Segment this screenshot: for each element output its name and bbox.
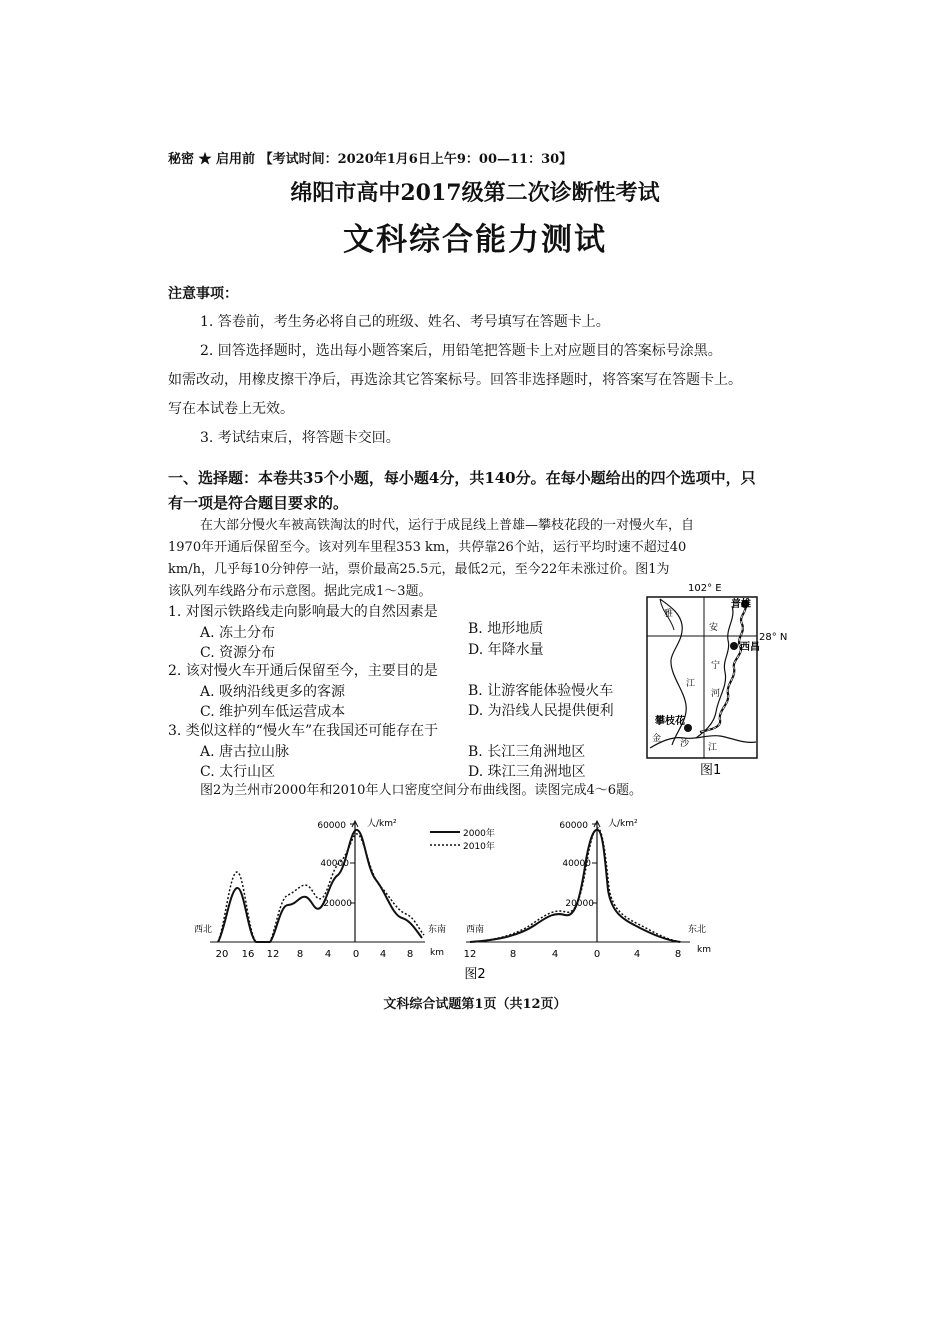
right-curve-2000 — [470, 830, 680, 942]
subject-title: 文科综合能力测试 — [343, 222, 607, 258]
figure-1-map — [630, 576, 790, 776]
right-ytick-label: 40000 — [562, 859, 591, 869]
q2-option-a: A. 吸纳沿线更多的客源 — [200, 684, 346, 700]
right-xtick: 4 — [633, 949, 641, 960]
q3-option-c: C. 太行山区 — [200, 764, 276, 780]
passage-line-4: 该队列车线路分布示意图。据此完成1～3题。 — [168, 584, 432, 599]
right-dir-left: 西南 — [466, 925, 485, 935]
question-1: 1. 对图示铁路线走向影响最大的自然因素是 — [168, 604, 438, 620]
q2-option-c: C. 维护列车低运营成本 — [200, 704, 346, 720]
left-km-label: km — [430, 948, 444, 958]
q3-option-b: B. 长江三角洲地区 — [468, 744, 586, 760]
legend-2010-label: 2010年 — [463, 842, 495, 852]
q1-option-a: A. 冻土分布 — [200, 625, 276, 641]
left-xtick: 4 — [379, 949, 387, 960]
section-heading: 一、选择题：本卷共35个小题，每小题4分，共140分。在每小题给出的四个选项中，只 — [168, 469, 756, 487]
notice-item-2-cont2: 写在本试卷上无效。 — [168, 401, 294, 417]
right-ytick-label: 20000 — [565, 899, 594, 909]
city-xichang: 西昌 — [740, 642, 760, 653]
river-label-jiang2: 江 — [708, 743, 718, 753]
page-footer: 文科综合试题第1页（共12页） — [383, 997, 567, 1012]
q2-option-d: D. 为沿线人民提供便利 — [468, 703, 614, 719]
right-y-unit: 人/km² — [608, 819, 638, 829]
notice-item-2-cont: 如需改动，用橡皮擦干净后，再选涂其它答案标号。回答非选择题时，将答案写在答题卡上。 — [168, 372, 742, 388]
exam-title: 绵阳市高中2017级第二次诊断性考试 — [290, 180, 660, 206]
railway-line-dash — [700, 604, 746, 732]
left-xtick: 8 — [296, 949, 304, 960]
left-ytick-label: 20000 — [323, 899, 352, 909]
q1-option-c: C. 资源分布 — [200, 645, 276, 661]
right-km-label: km — [697, 945, 711, 955]
right-xtick: 4 — [551, 949, 559, 960]
confidential-line: 秘密 ★ 启用前 【考试时间：2020年1月6日上午9：00—11：30】 — [168, 152, 573, 167]
q3-option-a: A. 唐古拉山脉 — [200, 744, 290, 760]
legend-2000-label: 2000年 — [463, 829, 495, 839]
left-y-unit: 人/km² — [367, 819, 397, 829]
river-label-an: 安 — [709, 623, 719, 633]
question-2: 2. 该对慢火车开通后保留至今，主要目的是 — [168, 663, 438, 679]
left-xtick: 4 — [324, 949, 332, 960]
right-xtick: 8 — [509, 949, 517, 960]
question-3: 3. 类似这样的“慢火车”在我国还可能存在于 — [168, 723, 439, 739]
passage-line-3: km/h，几乎每10分钟停一站，票价最高25.5元，最低2元，至今22年未涨过价。图1为 — [168, 562, 670, 577]
right-xtick: 8 — [674, 949, 682, 960]
left-ytick-label: 40000 — [320, 859, 349, 869]
passage-line-1: 在大部分慢火车被高铁淘汰的时代，运行于成昆线上普雄—攀枝花段的一对慢火车，自 — [200, 518, 695, 533]
notice-item-2: 2. 回答选择题时，选出每小题答案后，用铅笔把答题卡上对应题目的答案标号涂黑。 — [200, 343, 722, 359]
notice-heading: 注意事项： — [168, 286, 238, 302]
figure-1-caption: 图1 — [700, 763, 722, 776]
q1-option-d: D. 年降水量 — [468, 642, 544, 658]
longitude-label: 102° E — [688, 583, 722, 594]
right-xtick: 12 — [463, 949, 477, 960]
figure-2-caption: 图2 — [464, 967, 486, 982]
notice-item-3: 3. 考试结束后，将答题卡交回。 — [200, 430, 400, 446]
left-xtick: 12 — [266, 949, 280, 960]
latitude-label: 28° N — [759, 632, 788, 643]
left-xtick: 8 — [406, 949, 414, 960]
panzhihua-station-icon — [684, 724, 692, 732]
river-label-jin: 金 — [652, 734, 662, 744]
river-label-he: 河 — [711, 689, 721, 699]
q3-option-d: D. 珠江三角洲地区 — [468, 764, 586, 780]
q1-option-b: B. 地形地质 — [468, 621, 544, 637]
figure-2-chart — [180, 805, 740, 985]
q2-option-b: B. 让游客能体验慢火车 — [468, 683, 614, 699]
river-label-ya: 雅 — [664, 609, 674, 619]
left-dir-left: 西北 — [194, 925, 213, 935]
left-dir-right: 东南 — [428, 925, 447, 935]
railway-line — [700, 604, 746, 732]
notice-item-1: 1. 答卷前，考生务必将自己的班级、姓名、考号填写在答题卡上。 — [200, 314, 610, 330]
left-xtick: 0 — [352, 949, 360, 960]
city-panzhihua: 攀枝花 — [655, 716, 685, 727]
right-dir-right: 东北 — [688, 925, 707, 935]
right-ytick-label: 60000 — [559, 821, 588, 831]
left-xtick: 20 — [215, 949, 229, 960]
river-label-ning: 宁 — [711, 661, 721, 671]
left-xtick: 16 — [241, 949, 255, 960]
left-curve-2000 — [218, 830, 422, 942]
right-curve-2010 — [470, 828, 682, 942]
figure-2-intro: 图2为兰州市2000年和2010年人口密度空间分布曲线图。读图完成4～6题。 — [200, 783, 642, 798]
river-label-sha: 沙 — [680, 739, 690, 749]
section-heading-cont: 有一项是符合题目要求的。 — [168, 494, 349, 512]
left-ytick-label: 60000 — [317, 821, 346, 831]
xichang-station-icon — [730, 642, 738, 650]
river-label-jiang: 江 — [686, 679, 696, 689]
jinsha-river — [650, 736, 756, 748]
right-xtick: 0 — [593, 949, 601, 960]
passage-line-2: 1970年开通后保留至今。该对列车里程353 km，共停靠26个站，运行平均时速不超过40 — [168, 540, 687, 555]
city-puxiong: 普雄 — [731, 599, 751, 610]
